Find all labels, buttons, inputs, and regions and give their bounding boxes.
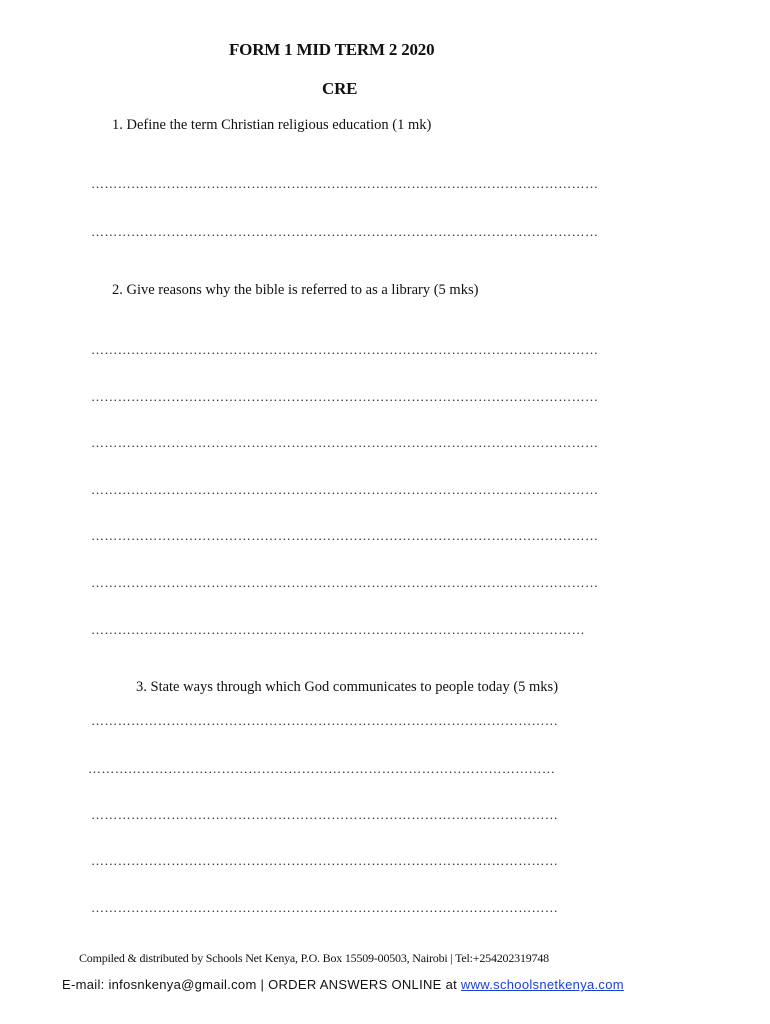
question-2: 2. Give reasons why the bible is referred to as a library (5 mks) [112, 282, 479, 298]
answer-line: …………………………………………………………………………………………………… [91, 575, 599, 590]
footer-contact [62, 977, 624, 992]
answer-line: …………………………………………………………………………………………………… [91, 482, 599, 497]
answer-line: …………………………………………………………………………………………… [91, 853, 559, 868]
footer-compiled-by: Compiled & distributed by Schools Net Kenya, P.O. Box 15509-00503, Nairobi | Tel:+254202319748 [79, 951, 549, 965]
answer-line: …………………………………………………………………………………………………… [91, 224, 599, 239]
subject-title: CRE [322, 79, 358, 98]
question-1: 1. Define the term Christian religious education (1 mk) [112, 117, 432, 133]
answer-line: …………………………………………………………………………………………………… [91, 389, 599, 404]
answer-line: …………………………………………………………………………………………………… [91, 342, 599, 357]
answer-line: …………………………………………………………………………………………………… [91, 528, 599, 543]
question-3: 3. State ways through which God communicates to people today (5 mks) [136, 679, 559, 695]
answer-line: ………………………………………………………………………………………………… [91, 622, 585, 637]
answer-line: …………………………………………………………………………………………………… [91, 176, 599, 191]
exam-title: FORM 1 MID TERM 2 2020 [229, 40, 435, 59]
answer-line: …………………………………………………………………………………………… [88, 761, 556, 776]
footer-email-order-text: E-mail: infosnkenya@gmail.com | ORDER ANSWERS ONLINE at [62, 977, 461, 992]
answer-line: …………………………………………………………………………………………… [91, 900, 559, 915]
answer-line: …………………………………………………………………………………………… [91, 807, 559, 822]
answer-line: …………………………………………………………………………………………………… [91, 435, 599, 450]
website-link[interactable]: www.schoolsnetkenya.com [460, 977, 624, 992]
answer-line: …………………………………………………………………………………………… [91, 713, 559, 728]
